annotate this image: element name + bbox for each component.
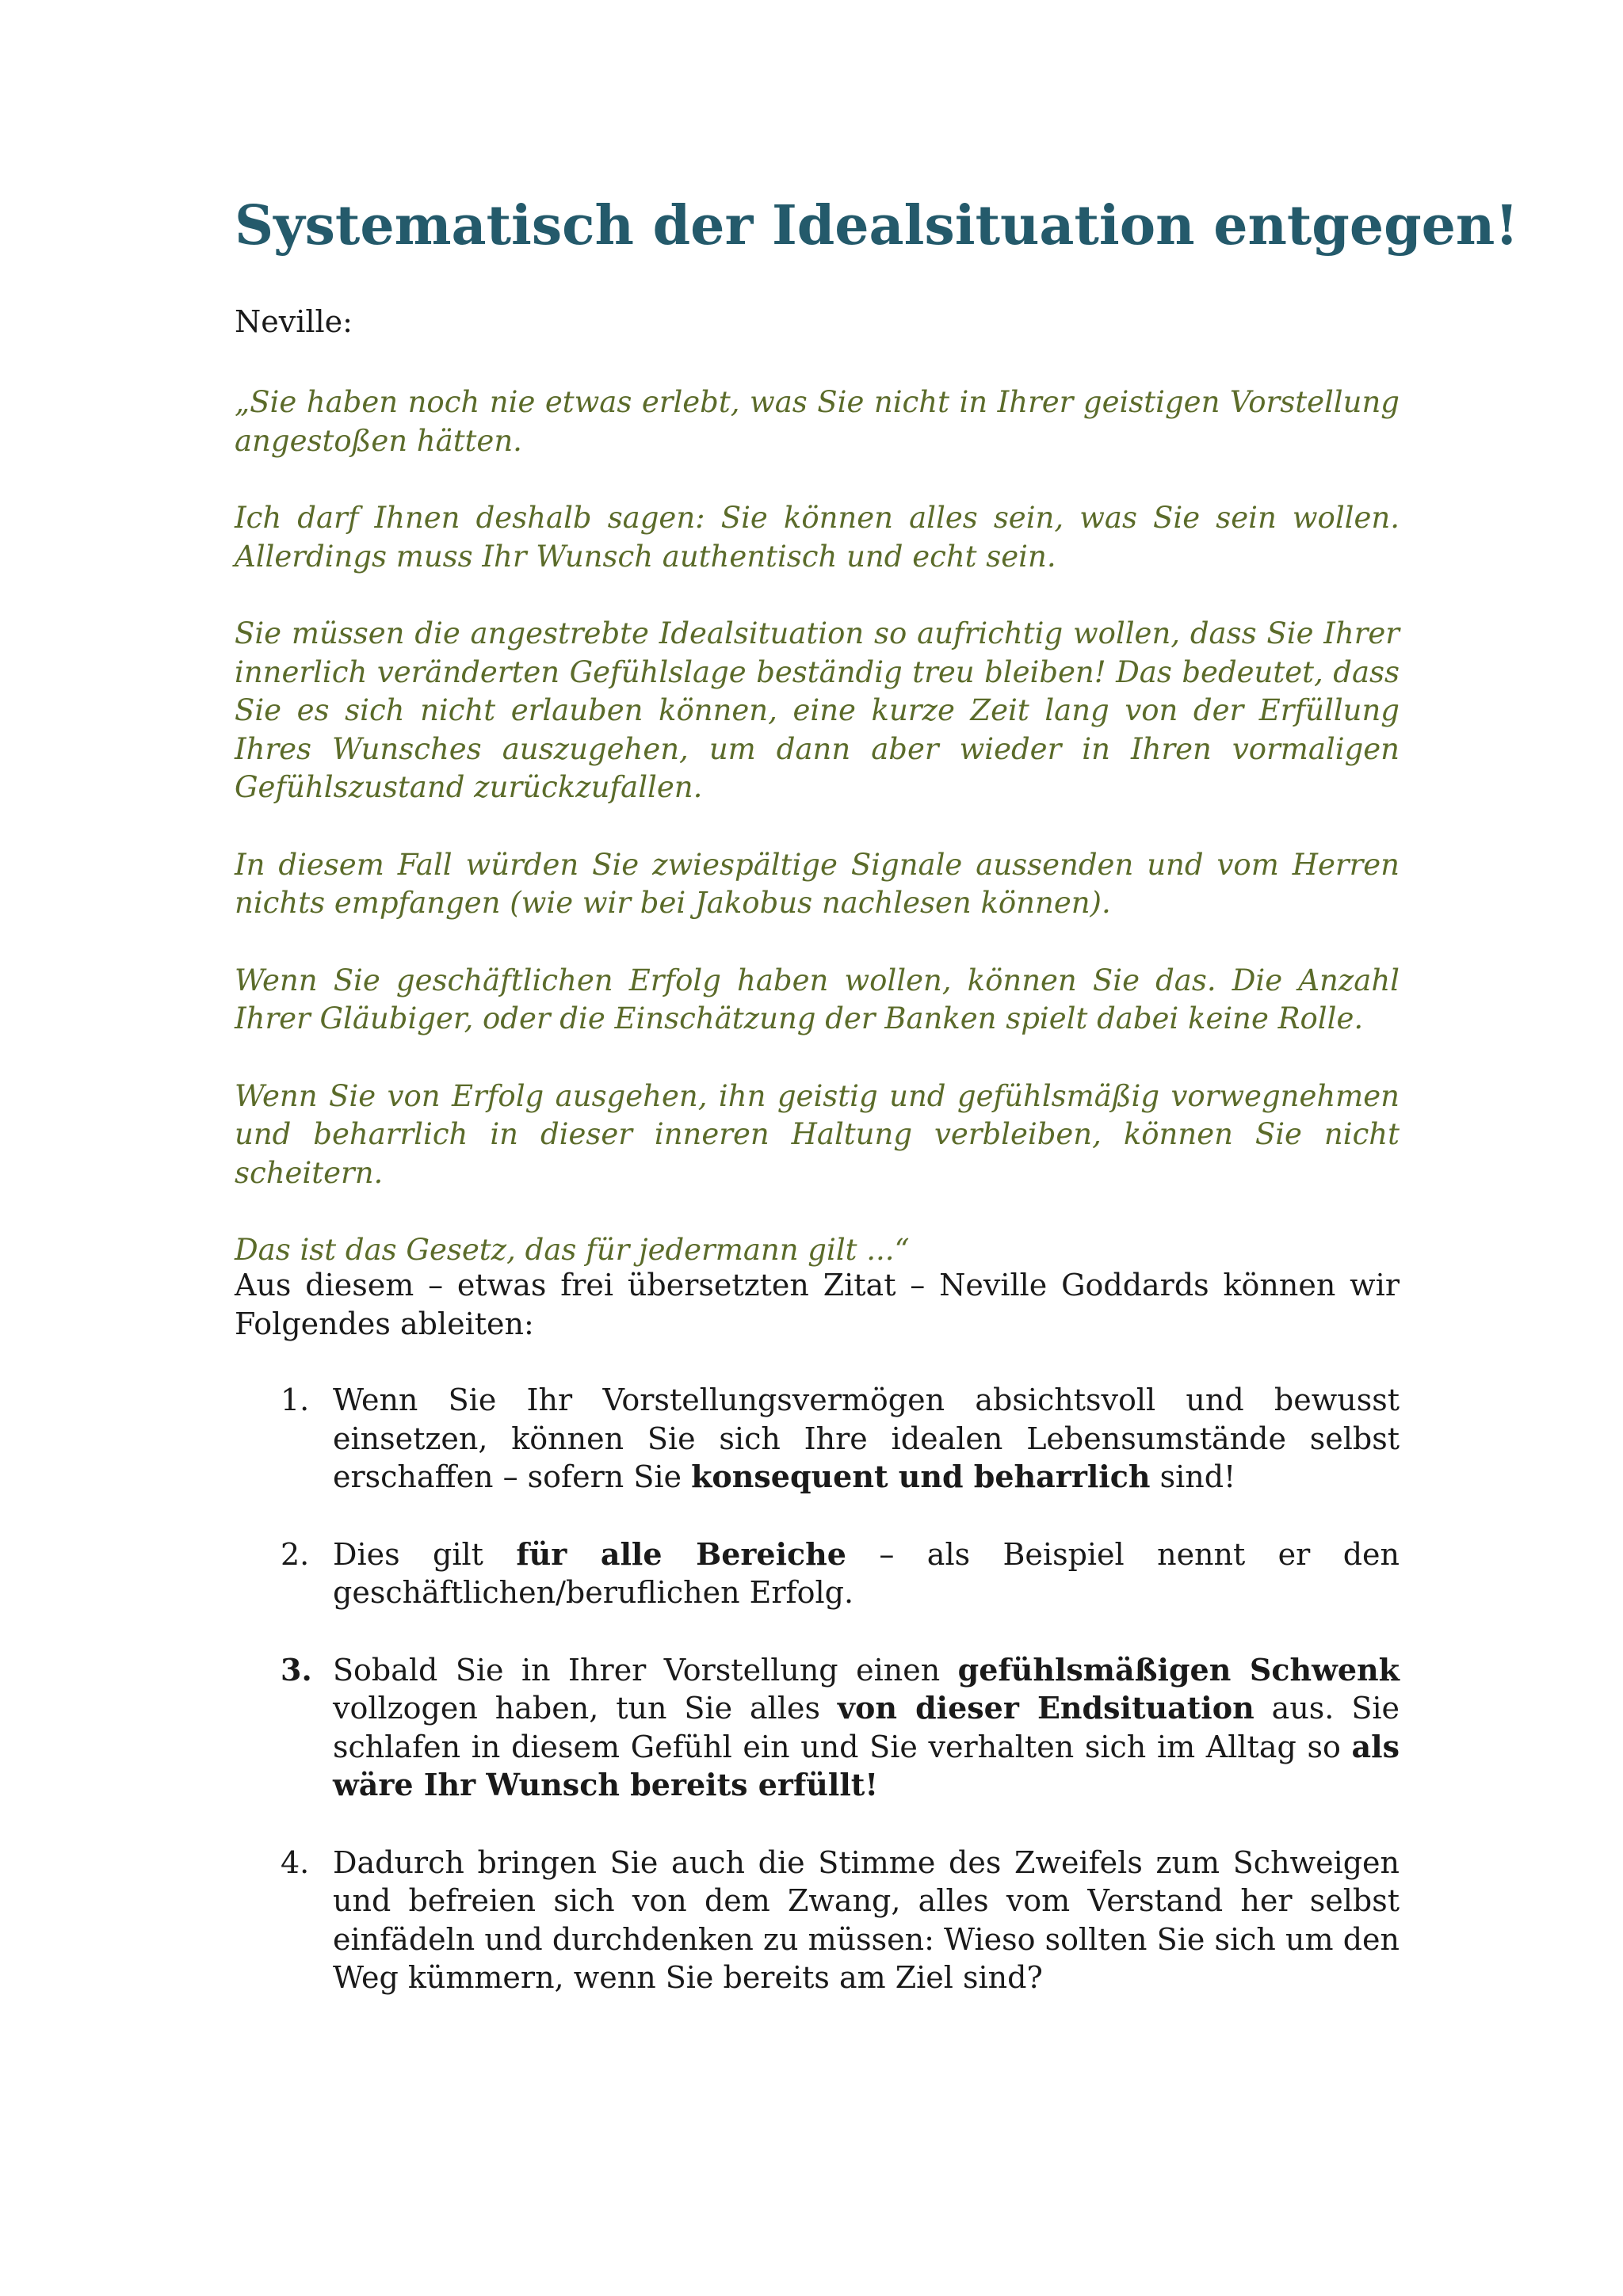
quote-paragraph: Wenn Sie von Erfolg ausgehen, ihn geistig und gefühlsmäßig vorwegnehmen und beharrlich in dieser inneren Haltung verbleiben, können Sie nicht scheitern. [235,1078,1400,1190]
list-emphasis: für alle Bereiche [516,1535,846,1572]
list-item [235,1651,1400,1805]
quote-paragraph: Das ist das Gesetz, das für jedermann gilt ...“ [235,1233,910,1267]
list-text: sind! [1150,1459,1236,1494]
list-number: 3. [281,1651,312,1688]
list-item [235,1844,1400,1997]
list-number: 2. [281,1536,310,1572]
list-text: vollzogen haben, tun Sie alles [333,1691,838,1726]
list-item [235,1535,1400,1612]
page-title: Systematisch der Idealsituation entgegen! [235,194,1519,257]
list-text: Sobald Sie in Ihrer Vorstellung einen [333,1652,958,1688]
list-text: – als Beispiel nennt er den geschäftlichen/beruflichen Erfolg. [333,1536,1400,1610]
quote-block [235,383,1400,1309]
list-emphasis: von dieser Endsituation [837,1690,1254,1726]
list-number: 4. [281,1844,310,1880]
list-number: 1. [281,1383,310,1417]
quote-paragraph: Ich darf Ihnen deshalb sagen: Sie können alles sein, was Sie sein wollen. Allerdings muss Ihr Wunsch authentisch und echt sein. [235,501,1400,574]
list-item [235,1381,1400,1497]
derived-points-list [235,1381,1400,2036]
speaker-label: Neville: [235,304,353,339]
list-emphasis: als wäre Ihr Wunsch bereits erfüllt! [333,1728,1400,1802]
list-emphasis: gefühlsmäßigen Schwenk [957,1651,1400,1688]
list-text: aus. Sie schlafen in diesem Gefühl ein und Sie verhalten sich im Alltag so [333,1691,1400,1764]
list-text: Dadurch bringen Sie auch die Stimme des Zweifels zum Schweigen und befreien sich von dem Zwang, alles vom Verstand her selbst einfädeln und durchdenken zu müssen: Wieso sollten Sie sich um den Weg kümmern, wenn Sie bereits am Ziel sind? [333,1844,1400,1995]
quote-paragraph: „Sie haben noch nie etwas erlebt, was Sie nicht in Ihrer geistigen Vorstellung angestoßen hätten. [235,385,1400,458]
quote-paragraph: Wenn Sie geschäftlichen Erfolg haben wollen, können Sie das. Die Anzahl Ihrer Gläubiger, oder die Einschätzung der Banken spielt dabei keine Rolle. [235,963,1400,1035]
list-emphasis: konsequent und beharrlich [691,1459,1151,1494]
quote-paragraph: In diesem Fall würden Sie zwiespältige Signale aussenden und vom Herren nichts empfangen (wie wir bei Jakobus nachlesen können). [235,847,1400,920]
intro-paragraph: Aus diesem – etwas frei übersetzten Zitat – Neville Goddards können wir Folgendes ableiten: [235,1268,1400,1341]
list-text: Wenn Sie Ihr Vorstellungsvermögen absichtsvoll und bewusst einsetzen, können Sie sich Ihre idealen Lebensumstände selbst erschaffen – sofern Sie [333,1383,1400,1494]
list-text: Dies gilt [333,1536,517,1572]
quote-paragraph: Sie müssen die angestrebte Idealsituation so aufrichtig wollen, dass Sie Ihrer innerlich veränderten Gefühlslage beständig treu bleiben! Das bedeutet, dass Sie es sich nicht erlauben können, eine kurze Zeit lang von der Erfüllung Ihres Wunsches auszugehen, um dann aber wieder in Ihren vormaligen Gefühlszustand zurückzufallen. [235,616,1400,804]
